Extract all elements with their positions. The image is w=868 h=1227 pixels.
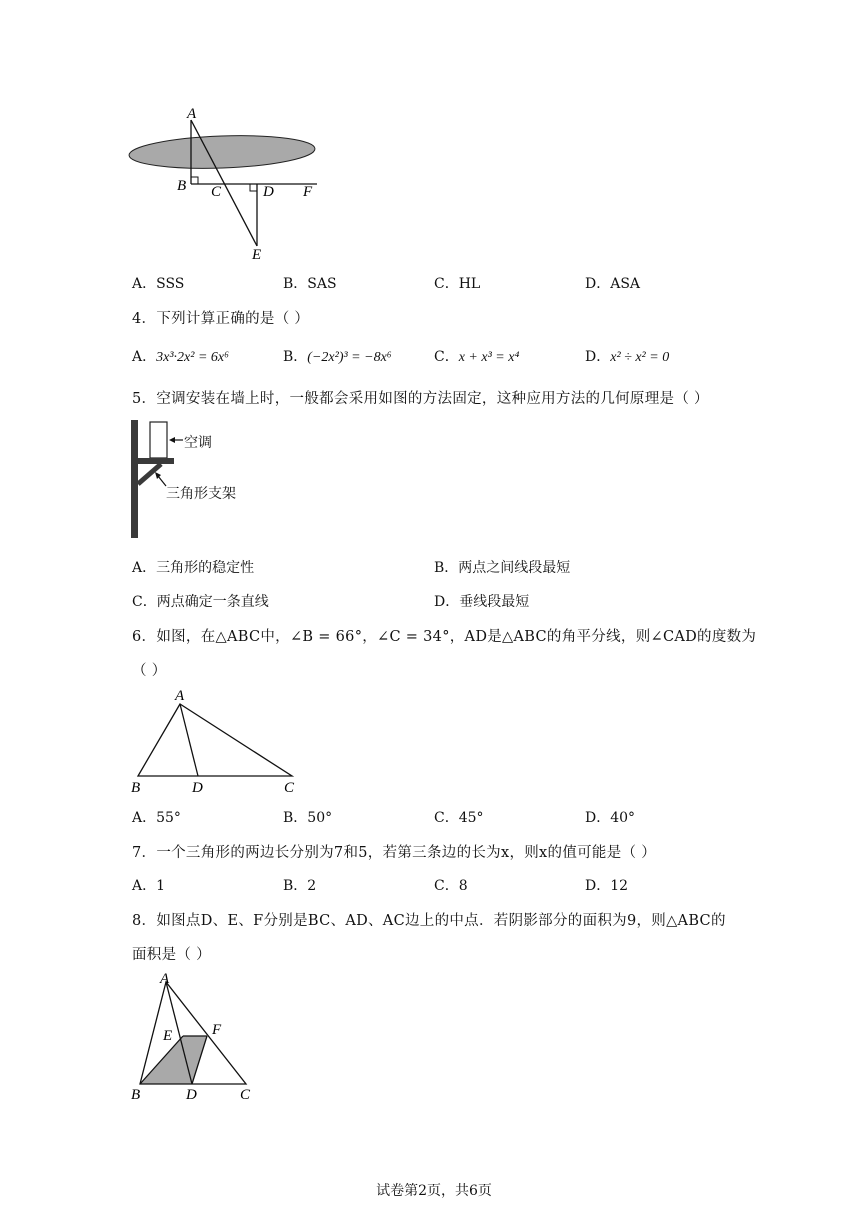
q5-stem: 5．空调安装在墙上时，一般都会采用如图的方法固定，这种应用方法的几何原理是（ ）	[132, 391, 709, 407]
q7-stem: 7．一个三角形的两边长分别为7和5，若第三条边的长为x，则x的值可能是（ ）	[132, 845, 657, 861]
q8-stem-line1: 8．如图点D、E、F分别是BC、AD、AC边上的中点．若阴影部分的面积为9，则△ABC的	[132, 913, 726, 929]
label-f: F	[303, 184, 313, 200]
q3-option-d[interactable]: D．ASA	[585, 276, 641, 292]
q8-stem-line2: 面积是（ ）	[132, 947, 211, 963]
q4-option-a[interactable]: A．3x³·2x² = 6x⁶	[132, 349, 229, 365]
q4-option-b[interactable]: B．(−2x²)³ = −8x⁶	[283, 349, 392, 365]
label-a: A	[160, 971, 170, 987]
q7-option-c[interactable]: C．8	[434, 878, 468, 894]
label-e: E	[163, 1028, 173, 1044]
q7-option-d[interactable]: D．12	[585, 878, 629, 894]
label-c: C	[211, 184, 222, 200]
q6-stem-line1: 6．如图，在△ABC中，∠B = 66°，∠C = 34°，AD是△ABC的角平分线，则∠CAD的度数为	[132, 629, 757, 645]
q5-option-b[interactable]: B．两点之间线段最短	[434, 560, 571, 576]
q6-option-a[interactable]: A．55°	[132, 810, 181, 826]
label-c: C	[284, 780, 295, 796]
q7-option-b[interactable]: B．2	[283, 878, 317, 894]
figure-q6-triangle	[128, 684, 308, 796]
q4-option-c[interactable]: C．x + x³ = x⁴	[434, 349, 520, 365]
q6-stem-line2: （ ）	[132, 663, 167, 679]
label-d: D	[192, 780, 203, 796]
q4-option-d[interactable]: D．x² ÷ x² = 0	[585, 349, 670, 365]
label-b: B	[131, 1087, 141, 1103]
figure-q8-triangle	[128, 970, 268, 1105]
label-e: E	[252, 247, 262, 263]
q5-option-c[interactable]: C．两点确定一条直线	[132, 594, 269, 610]
label-a: A	[175, 688, 185, 704]
label-a: A	[187, 106, 197, 122]
page-footer: 试卷第2页，共6页	[376, 1183, 492, 1199]
q3-option-a[interactable]: A．SSS	[132, 276, 185, 292]
figure-q3-pond	[125, 100, 325, 265]
q4-stem: 4．下列计算正确的是（ ）	[132, 311, 310, 327]
q6-option-c[interactable]: C．45°	[434, 810, 484, 826]
q3-option-c[interactable]: C．HL	[434, 276, 481, 292]
q5-option-d[interactable]: D．垂线段最短	[434, 594, 530, 610]
label-f: F	[212, 1022, 222, 1038]
q3-option-b[interactable]: B．SAS	[283, 276, 337, 292]
label-triangle-bracket: 三角形支架	[166, 486, 236, 502]
label-b: B	[177, 178, 187, 194]
q6-option-d[interactable]: D．40°	[585, 810, 636, 826]
label-d: D	[186, 1087, 197, 1103]
label-b: B	[131, 780, 141, 796]
label-c: C	[240, 1087, 251, 1103]
q5-option-a[interactable]: A．三角形的稳定性	[132, 560, 255, 576]
q7-option-a[interactable]: A．1	[132, 878, 166, 894]
label-air-conditioner: 空调	[184, 435, 212, 451]
q6-option-b[interactable]: B．50°	[283, 810, 333, 826]
label-d: D	[263, 184, 274, 200]
